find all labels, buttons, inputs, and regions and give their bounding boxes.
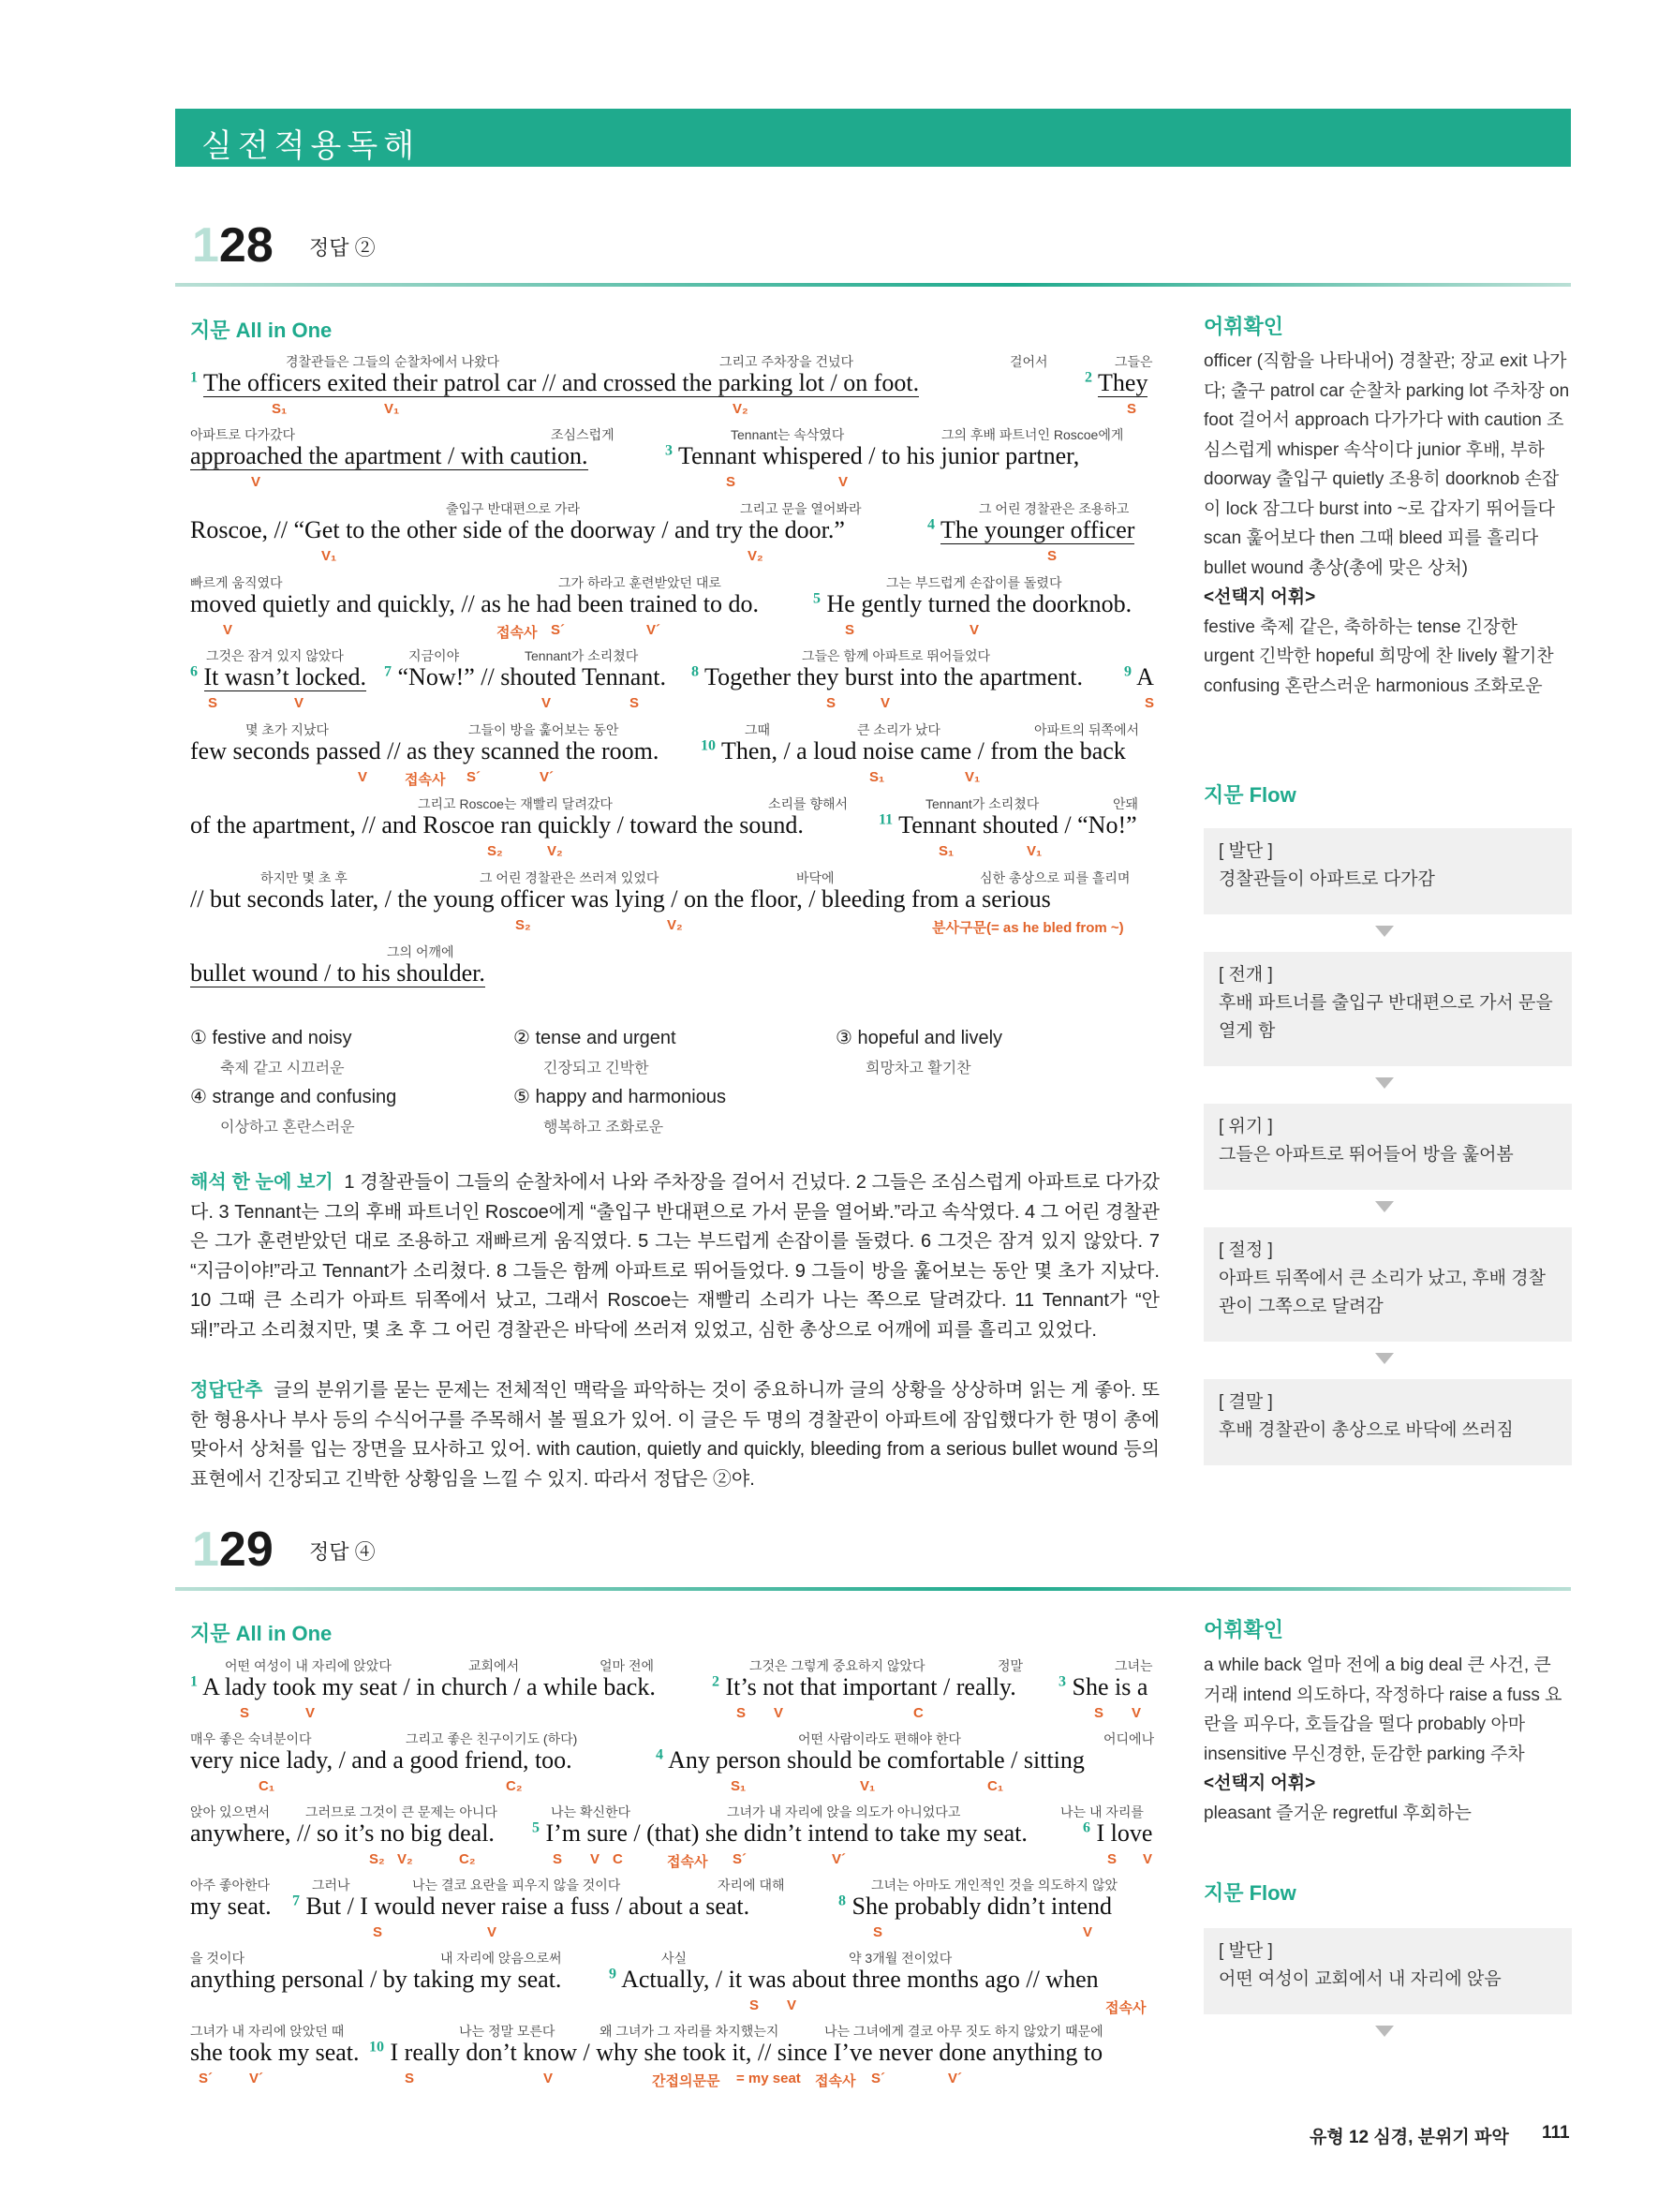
grammar-label: S´ <box>733 1851 747 1867</box>
grammar-label: 접속사 <box>1105 2000 1147 2016</box>
grammar-label: S₁ <box>272 401 288 417</box>
gloss: 심한 총상으로 피를 흘리며 <box>980 870 1131 885</box>
sentence-line: anywhere, // so it’s no big deal. <box>190 1819 495 1847</box>
vocab-list: a while back 얼마 전에 a big deal 큰 사건, 큰 거래 intend 의도하다, 작정하다 raise a fuss 요란을 피우다, 호들갑을 떨다 probably 아마 insensitive 무신경한, 둔감한 parking 주차 <선택지 어휘> pleasant 즐거운 regretful 후회하는 <box>1204 1655 1562 1823</box>
gloss: 빠르게 움직였다 <box>190 575 283 590</box>
grammar-label: V´ <box>540 769 554 785</box>
grammar-label: V <box>543 2071 554 2086</box>
gloss: 약 3개월 전이었다 <box>849 1951 953 1966</box>
grammar-label: V₁ <box>384 401 400 417</box>
sentence-line: approached the apartment / with caution. <box>190 442 588 469</box>
gloss: 그들은 함께 아파트로 뛰어들었다 <box>802 648 991 663</box>
gloss: 큰 소리가 났다 <box>857 722 940 737</box>
gloss: 그 어린 경찰관은 쓰러져 있었다 <box>480 870 659 885</box>
sentence-line: $^8$ She probably didn’t intend <box>838 1893 1113 1920</box>
option-4[interactable]: ④ strange and confusing <box>190 1087 397 1107</box>
vocab-list: officer (직함을 나타내어) 경찰관; 장교 exit 나가다; 출구 patrol car 순찰차 parking lot 주차장 on foot 걸어서 approach 다가가다 with caution 조심스럽게 whisper 속삭이다 junior 후배, 부하 doorway 출입구 quietly 조용히 doorknob 손잡이 lock 잠그다 burst into ~로 갑자기 뛰어들다 scan 훑어보다 then 그때 bleed 피를 흘리다 bullet wound 총상(총에 맞은 상처) <선택지 어휘> festive 축제 같은, 축하하는 tense 긴장한 urgent 긴박한 hopeful 희망에 찬 lively 활기찬 confusing 혼란스러운 harmonious 조화로운 <box>1204 351 1570 696</box>
grammar-label: S <box>1145 695 1155 711</box>
banner-title: 실전적용독해 <box>201 128 421 164</box>
grammar-label: S <box>629 695 640 711</box>
sentence-line: $^4$ The younger officer <box>927 516 1135 543</box>
grammar-label: S <box>240 1705 250 1721</box>
gloss: 하지만 몇 초 후 <box>260 870 348 885</box>
sentence-line: $^9$ A <box>1124 663 1154 690</box>
gloss: 어떤 여성이 내 자리에 앉았다 <box>225 1658 392 1673</box>
grammar-label: V´ <box>948 2071 962 2086</box>
grammar-label: V <box>590 1851 600 1867</box>
all-in-one-title: 지문 All in One <box>190 319 333 342</box>
grammar-label: S´ <box>466 769 481 785</box>
sentence-line: $^{10}$ Then, / a loud noise came / from the back <box>701 737 1126 765</box>
option-1[interactable]: ① festive and noisy <box>190 1028 352 1048</box>
gloss: 왜 그녀가 그 자리를 차지했는지 <box>600 2024 779 2039</box>
grammar-label: V <box>1083 1924 1093 1940</box>
grammar-label: V <box>774 1705 784 1721</box>
sentence-line: moved quietly and quickly, // as he had been trained to do. <box>190 590 759 617</box>
grammar-label: V <box>541 695 552 711</box>
gloss: 그리고 문을 열어봐라 <box>740 501 862 516</box>
gloss: 그는 부드럽게 손잡이를 돌렸다 <box>886 575 1062 590</box>
grammar-label: S <box>873 1924 883 1940</box>
grammar-label: S₁ <box>731 1778 747 1794</box>
gloss: 교회에서 <box>468 1658 520 1673</box>
vocab-title: 어휘확인 <box>1204 1618 1284 1641</box>
gloss: 그것은 잠겨 있지 않았다 <box>206 648 344 663</box>
grammar-label: C <box>913 1705 924 1721</box>
grammar-label: C <box>613 1851 623 1867</box>
option-4-ko: 이상하고 혼란스러운 <box>220 1120 355 1136</box>
grammar-label: S <box>1094 1705 1104 1721</box>
grammar-label: V <box>838 474 849 490</box>
grammar-label: V₁ <box>965 769 981 785</box>
sentence-line: $^8$ Together they burst into the apartment. <box>691 663 1083 690</box>
gloss: 내 자리에 앉음으로써 <box>440 1951 562 1966</box>
sentence-line: bullet wound / to his shoulder. <box>190 959 485 987</box>
gloss: 그녀가 내 자리에 앉을 의도가 아니었다고 <box>727 1804 961 1819</box>
gloss: 출입구 반대편으로 가라 <box>446 501 581 516</box>
gloss: 그리고 좋은 친구이기도 (하다) <box>406 1731 578 1746</box>
answer-key: 정답단추 글의 분위기를 묻는 문제는 전체적인 맥락을 파악하는 것이 중요하니까 글의 상황을 상상하며 읽는 게 좋아. 또한 형용사나 부사 등의 수식어구를 주목해서 볼 필요가 있어. 이 글은 두 명의 경찰관이 아파트에 잠입했다가 한 명이 총에 맞아서 상처를 입는 장면을 묘사하고 있어. with caution, quietly and quickly, bleeding from a serious bullet wound 등의 표현에서 긴장되고 긴박한 상황임을 느낄 수 있지. 따라서 정답은 ②야. <box>190 1380 1160 1490</box>
gloss: 그들은 <box>1115 354 1153 369</box>
gloss: 그것은 그렇게 중요하지 않았다 <box>749 1658 925 1673</box>
grammar-label: C₂ <box>459 1851 476 1867</box>
all-in-one-title: 지문 All in One <box>190 1622 333 1645</box>
grammar-label: S₂ <box>487 843 503 859</box>
grammar-label: S <box>373 1924 383 1940</box>
gloss: 그때 <box>745 722 771 737</box>
gloss: 그리고 Roscoe는 재빨리 달려갔다 <box>418 796 613 811</box>
grammar-label: S´ <box>551 622 565 638</box>
sentence-line: very nice lady, / and a good friend, too. <box>190 1746 572 1774</box>
grammar-label: V₁ <box>1027 843 1043 859</box>
flow-arrow-icon <box>1375 1201 1394 1212</box>
gloss: 그녀가 내 자리에 앉았던 때 <box>190 2024 345 2039</box>
grammar-label: = my seat <box>736 2071 801 2086</box>
section-banner <box>175 109 1571 167</box>
grammar-label: S´ <box>199 2071 213 2086</box>
gloss: 조심스럽게 <box>551 427 614 442</box>
gloss: 그녀는 아마도 개인적인 것을 의도하지 않았 <box>871 1878 1118 1893</box>
gloss: 안돼 <box>1113 796 1139 811</box>
grammar-label: V₂ <box>733 401 748 417</box>
grammar-label: C₁ <box>259 1778 275 1794</box>
grammar-label: S <box>1047 548 1058 564</box>
grammar-label: S <box>405 2071 415 2086</box>
grammar-label: 접속사 <box>496 625 538 641</box>
sentence-line: $^5$ He gently turned the doorknob. <box>813 590 1133 617</box>
gloss: 그러나 <box>312 1878 350 1893</box>
flow-step: [ 발단 ] 경찰관들이 아파트로 다가감 <box>1204 828 1572 914</box>
sentence-line: $^4$ Any person should be comfortable / sitting <box>656 1746 1085 1774</box>
grammar-label: V <box>294 695 304 711</box>
grammar-label: 간접의문문 <box>652 2073 720 2089</box>
sentence-line: my seat. <box>190 1893 272 1920</box>
gloss: 그의 어깨에 <box>387 944 454 959</box>
flow-title: 지문 Flow <box>1204 783 1296 807</box>
sentence-line: Roscoe, // “Get to the other side of the doorway / and try the door.” <box>190 516 845 543</box>
sentence-line: $^{11}$ Tennant shouted / “No!” <box>879 811 1137 839</box>
sentence-line: $^2$ It’s not that important / really. <box>712 1673 1016 1700</box>
gloss: 어떤 사람이라도 편해야 한다 <box>798 1731 961 1746</box>
gloss: 지금이야 <box>408 648 460 663</box>
grammar-label: V´ <box>646 622 660 638</box>
answer-128: 정답 ② <box>309 236 376 260</box>
grammar-label: V <box>251 474 261 490</box>
sentence-line: $^7$ “Now!” // shouted Tennant. <box>384 663 667 690</box>
question-number-128: 128 <box>192 218 274 273</box>
grammar-label: V´ <box>832 1851 846 1867</box>
gloss: 소리를 향해서 <box>768 796 849 811</box>
sentence-line: $^3$ Tennant whispered / to his junior partner, <box>665 442 1080 469</box>
gloss: 아주 좋아한다 <box>190 1878 271 1893</box>
grammar-label: C₁ <box>987 1778 1004 1794</box>
option-2[interactable]: ② tense and urgent <box>513 1028 676 1048</box>
gloss: 그녀는 <box>1115 1658 1153 1673</box>
grammar-label: V₂ <box>748 548 763 564</box>
sentence-line: $^9$ Actually, / it was about three months ago // when <box>609 1966 1099 1993</box>
flow-step: [ 위기 ] 그들은 아파트로 뛰어들어 방을 훑어봄 <box>1204 1104 1572 1190</box>
footer-chapter: 유형 12 심경, 분위기 파악 <box>1310 2128 1509 2147</box>
gloss: 그 어린 경찰관은 조용하고 <box>979 501 1130 516</box>
gloss: 아파트의 뒤쪽에서 <box>1034 722 1140 737</box>
gloss: 나는 확신한다 <box>551 1804 631 1819</box>
grammar-label: V´ <box>249 2071 263 2086</box>
sentence-line: $^5$ I’m sure / (that) she didn’t intend to take my seat. <box>532 1819 1028 1847</box>
sentence-line: $^1$ A lady took my seat / in church / a while back. <box>190 1673 656 1700</box>
sentence-line: // but seconds later, / the young officer was lying / on the floor, / bleeding from a serious <box>190 885 1051 913</box>
grammar-label: S <box>845 622 855 638</box>
grammar-label: V₁ <box>860 1778 876 1794</box>
gloss: 바닥에 <box>796 870 835 885</box>
grammar-label: S <box>553 1851 563 1867</box>
grammar-label: S <box>1107 1851 1118 1867</box>
grammar-label: V₁ <box>321 548 337 564</box>
gloss: Tennant가 소리쳤다 <box>525 648 639 663</box>
gloss: 어디에나 <box>1103 1731 1155 1746</box>
gloss: Tennant는 속삭였다 <box>731 427 845 442</box>
gloss: 자리에 대해 <box>718 1878 785 1893</box>
grammar-label: 분사구문(= as he bled from ~) <box>932 920 1124 936</box>
gloss: Tennant가 소리쳤다 <box>925 796 1040 811</box>
option-2-ko: 긴장되고 긴박한 <box>543 1061 649 1076</box>
sentence-line: she took my seat. <box>190 2039 360 2066</box>
flow-step: [ 절정 ] 아파트 뒤쪽에서 큰 소리가 났고, 후배 경찰관이 그쪽으로 달려감 <box>1204 1227 1572 1342</box>
grammar-label: S <box>749 1997 760 2013</box>
gloss: 그리고 주차장을 건넜다 <box>719 354 854 369</box>
grammar-label: S <box>826 695 836 711</box>
option-3[interactable]: ③ hopeful and lively <box>836 1028 1003 1048</box>
gloss: 을 것이다 <box>190 1951 244 1966</box>
grammar-label: S₂ <box>515 917 531 933</box>
grammar-label: V <box>487 1924 497 1940</box>
gloss: 나는 그녀에게 결코 아무 짓도 하지 않았기 때문에 <box>824 2024 1103 2039</box>
grammar-label: V <box>358 769 368 785</box>
question-number-129: 129 <box>192 1522 274 1577</box>
grammar-label: V <box>881 695 891 711</box>
option-1-ko: 축제 같고 시끄러운 <box>220 1061 345 1076</box>
grammar-label: S´ <box>871 2071 885 2086</box>
sentence-line: anything personal / by taking my seat. <box>190 1966 562 1993</box>
gloss: 앉아 있으면서 <box>190 1804 271 1819</box>
gloss: 나는 결코 요란을 피우지 않을 것이다 <box>412 1878 621 1893</box>
vocab-title: 어휘확인 <box>1204 315 1284 338</box>
sentence-line: $^6$ I love <box>1083 1819 1153 1847</box>
sentence-line: $^2$ They <box>1085 369 1148 396</box>
grammar-label: V <box>1143 1851 1153 1867</box>
gloss: 사실 <box>661 1951 688 1966</box>
grammar-label: S₂ <box>369 1851 385 1867</box>
grammar-label: V <box>305 1705 316 1721</box>
grammar-label: V <box>970 622 980 638</box>
sentence-line: $^{10}$ I really don’t know / why she took it, // since I’ve never done anything to <box>369 2039 1103 2066</box>
grammar-label: V <box>787 1997 797 2013</box>
gloss: 그의 후배 파트너인 Roscoe에게 <box>941 427 1124 442</box>
divider-129 <box>175 1587 1571 1591</box>
flow-arrow-icon <box>1375 2026 1394 2037</box>
gloss: 나는 정말 모른다 <box>459 2024 555 2039</box>
gloss: 경찰관들은 그들의 순찰차에서 나왔다 <box>286 354 500 369</box>
grammar-label: 접속사 <box>815 2073 856 2089</box>
divider-128 <box>175 283 1571 287</box>
gloss: 그러므로 그것이 큰 문제는 아니다 <box>305 1804 497 1819</box>
sentence-line: $^7$ But / I would never raise a fuss / about a seat. <box>292 1893 750 1920</box>
flow-step: [ 발단 ] 어떤 여성이 교회에서 내 자리에 앉음 <box>1204 1928 1572 2014</box>
grammar-label: S₁ <box>869 769 885 785</box>
grammar-label: S <box>726 474 736 490</box>
grammar-label: V₂ <box>667 917 683 933</box>
grammar-label: V₂ <box>397 1851 413 1867</box>
flow-arrow-icon <box>1375 926 1394 937</box>
gloss: 몇 초가 지났다 <box>245 722 329 737</box>
answer-129: 정답 ④ <box>309 1540 376 1564</box>
gloss: 나는 내 자리를 <box>1060 1804 1144 1819</box>
grammar-label: S <box>208 695 218 711</box>
gloss: 아파트로 다가갔다 <box>190 427 296 442</box>
flow-step: [ 전개 ] 후배 파트너를 출입구 반대편으로 가서 문을 열게 함 <box>1204 952 1572 1066</box>
grammar-label: V₂ <box>547 843 563 859</box>
flow-arrow-icon <box>1375 1077 1394 1089</box>
flow-title: 지문 Flow <box>1204 1881 1296 1905</box>
grammar-label: C₂ <box>506 1778 523 1794</box>
gloss: 얼마 전에 <box>600 1658 654 1673</box>
sentence-line: $^3$ She is a <box>1059 1673 1148 1700</box>
page-number: 111 <box>1542 2123 1570 2143</box>
grammar-label: S <box>1127 401 1137 417</box>
option-5[interactable]: ⑤ happy and harmonious <box>513 1087 726 1107</box>
gloss: 그가 하라고 훈련받았던 대로 <box>558 575 721 590</box>
gloss: 그들이 방을 훑어보는 동안 <box>468 722 619 737</box>
option-5-ko: 행복하고 조화로운 <box>543 1120 664 1136</box>
grammar-label: S₁ <box>939 843 955 859</box>
sentence-line: few seconds passed // as they scanned the room. <box>190 737 659 765</box>
gloss: 매우 좋은 숙녀분이다 <box>190 1731 312 1746</box>
gloss: 정말 <box>998 1658 1024 1673</box>
gloss: 걸어서 <box>1010 354 1048 369</box>
flow-step: [ 결말 ] 후배 경찰관이 총상으로 바닥에 쓰러짐 <box>1204 1379 1572 1465</box>
grammar-label: V <box>1132 1705 1142 1721</box>
sentence-line: $^6$ It wasn’t locked. <box>190 663 367 690</box>
sentence-line: $^1$ The officers exited their patrol car // and crossed the parking lot / on foot. <box>190 369 920 396</box>
grammar-label: S <box>736 1705 747 1721</box>
flow-arrow-icon <box>1375 1353 1394 1364</box>
interpretation: 해석 한 눈에 보기 1 경찰관들이 그들의 순찰차에서 나와 주차장을 걸어서 건넜다. 2 그들은 조심스럽게 아파트로 다가갔다. 3 Tennant는 그의 후배 파트너인 Roscoe에게 “출입구 반대편으로 가서 문을 열어봐.”라고 속삭였다. 4 그 어린 경찰관은 그가 훈련받았던 대로 조용하고 재빠르게 움직였다. 5 그는 부드럽게 손잡이를 돌렸다. 6 그것은 잠겨 있지 않았다. 7 “지금이야!”라고 Tennant가 소리쳤다. 8 그들은 함께 아파트로 뛰어들었다. 9 그들이 방을 훑어보는 동안 몇 초가 지났다. 10 그때 큰 소리가 아파트 뒤쪽에서 났고, 그래서 Roscoe는 재빨리 소리가 나는 쪽으로 달려갔다. 11 Tennant가 “안 돼!”라고 소리쳤지만, 몇 초 후 그 어린 경찰관은 바닥에 쓰러져 있었고, 심한 총상으로 어깨에 피를 흘리고 있었다. <box>190 1172 1160 1341</box>
grammar-label: 접속사 <box>405 772 446 788</box>
sentence-line: of the apartment, // and Roscoe ran quickly / toward the sound. <box>190 811 804 839</box>
grammar-label: V <box>223 622 233 638</box>
grammar-label: 접속사 <box>667 1854 708 1870</box>
option-3-ko: 희망차고 활기찬 <box>866 1061 971 1076</box>
